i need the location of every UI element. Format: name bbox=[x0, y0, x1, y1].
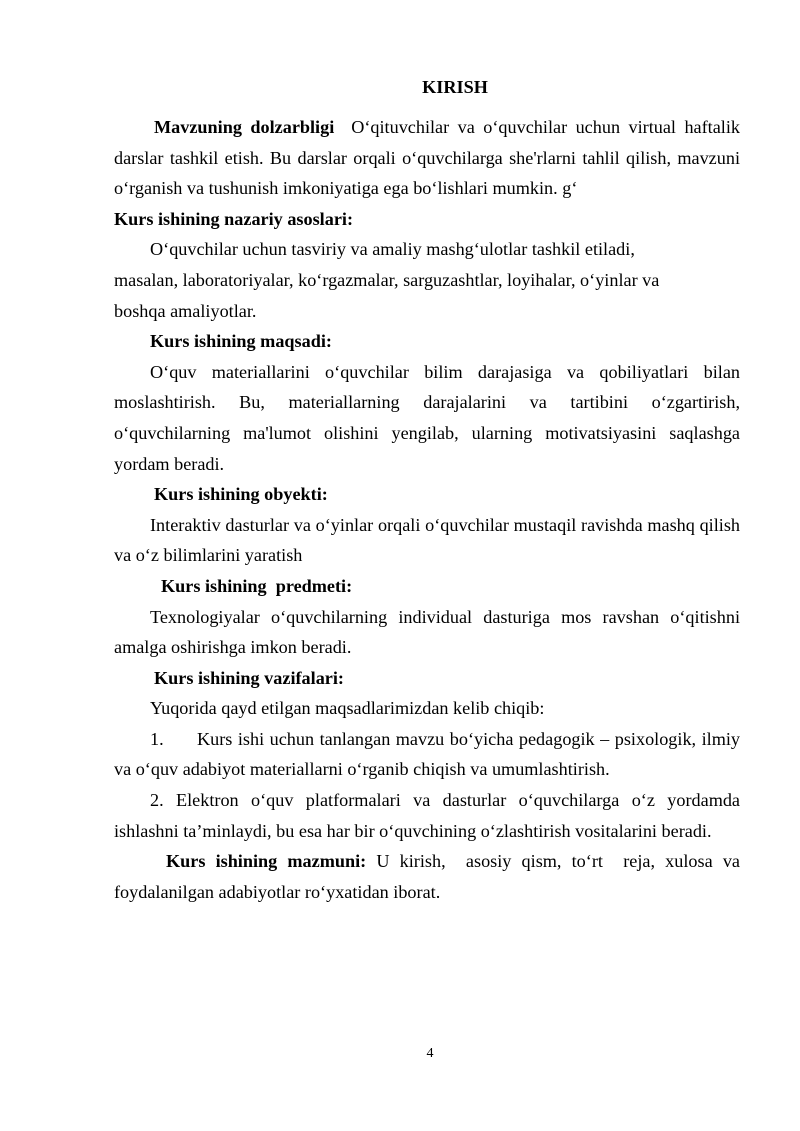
vazifalar-item-2 bbox=[114, 785, 740, 846]
predmet-text: Texnologiyalar o‘quvchilarning individual dasturiga mos ravshan o‘qitishni amalga oshirishga imkon beradi. bbox=[114, 606, 740, 658]
dolzarblik-text: O‘qituvchilar va o‘quvchilar uchun virtual haftalik darslar tashkil etish. Bu darslar orqali o‘quvchilarga she'rlarni tahlil qilish, mavzuni o‘rganish va tushunish imkoniyatiga ega bo‘lishlari mumkin. g‘ bbox=[114, 117, 740, 199]
vazifalar-item-1-text: Kurs ishi uchun tanlangan mavzu bo‘yicha pedagogik – psixologik, ilmiy va o‘quv adabiyot materiallarni o‘rganib chiqish va umumlashtirish. bbox=[114, 728, 740, 780]
obyekt-heading-line bbox=[114, 479, 740, 510]
mazmun-heading: Kurs ishining mazmuni: bbox=[166, 851, 367, 872]
predmet-heading: Kurs ishining predmeti: bbox=[161, 575, 353, 596]
page-title: KIRISH bbox=[422, 77, 488, 97]
vazifalar-intro: Yuqorida qayd etilgan maqsadlarimizdan kelib chiqib: bbox=[150, 698, 545, 719]
document-body bbox=[114, 72, 745, 907]
dolzarblik-heading: Mavzuning dolzarbligi bbox=[154, 117, 335, 137]
nazariy-heading-line bbox=[114, 204, 740, 235]
vazifalar-item-2-text: Elektron o‘quv platformalari va dasturlar o‘quvchilarga o‘z yordamda ishlashni ta’minlaydi, bu esa har bir o‘quvchining o‘zlashtirish vositalarini beradi. bbox=[114, 790, 741, 841]
maqsad-heading: Kurs ishining maqsadi: bbox=[150, 331, 332, 352]
maqsad-heading-line bbox=[114, 326, 740, 357]
nazariy-heading: Kurs ishining nazariy asoslari: bbox=[114, 208, 353, 229]
page-number: 4 bbox=[426, 1046, 434, 1061]
mazmun-paragraph bbox=[114, 846, 745, 907]
predmet-heading-line bbox=[114, 571, 740, 602]
obyekt-heading: Kurs ishining obyekti: bbox=[154, 484, 328, 505]
vazifalar-item-1 bbox=[114, 724, 740, 785]
vazifalar-item-1-number: 1. bbox=[150, 728, 164, 749]
mazmun-text: U kirish, asosiy qism, to‘rt reja, xulosa va foydalanilgan adabiyotlar ro‘yxatidan iborat. bbox=[114, 851, 745, 902]
obyekt-text: Interaktiv dasturlar va o‘yinlar orqali o‘quvchilar mustaqil ravishda mashq qilish va o‘z bilimlarini yaratish bbox=[114, 514, 740, 566]
vazifalar-heading-line bbox=[114, 663, 740, 694]
nazariy-text: O‘quvchilar uchun tasviriy va amaliy mashg‘ulotlar tashkil etiladi, masalan, laboratoriyalar, ko‘rgazmalar, sarguzashtlar, loyihalar, o‘yinlar va boshqa amaliyotlar. bbox=[114, 239, 660, 321]
vazifalar-item-2-number: 2. bbox=[150, 790, 164, 811]
dolzarblik-paragraph bbox=[114, 112, 740, 204]
maqsad-text: O‘quv materiallarini o‘quvchilar bilim darajasiga va qobiliyatlari bilan moslashtirish. Bu, materiallarning darajalarini va tartibini o‘zgartirish, o‘quvchilarning ma'lumot olishini yengilab, ularning motivatsiyasini saqlashga yordam beradi. bbox=[114, 361, 740, 474]
vazifalar-heading: Kurs ishining vazifalari: bbox=[154, 667, 344, 688]
